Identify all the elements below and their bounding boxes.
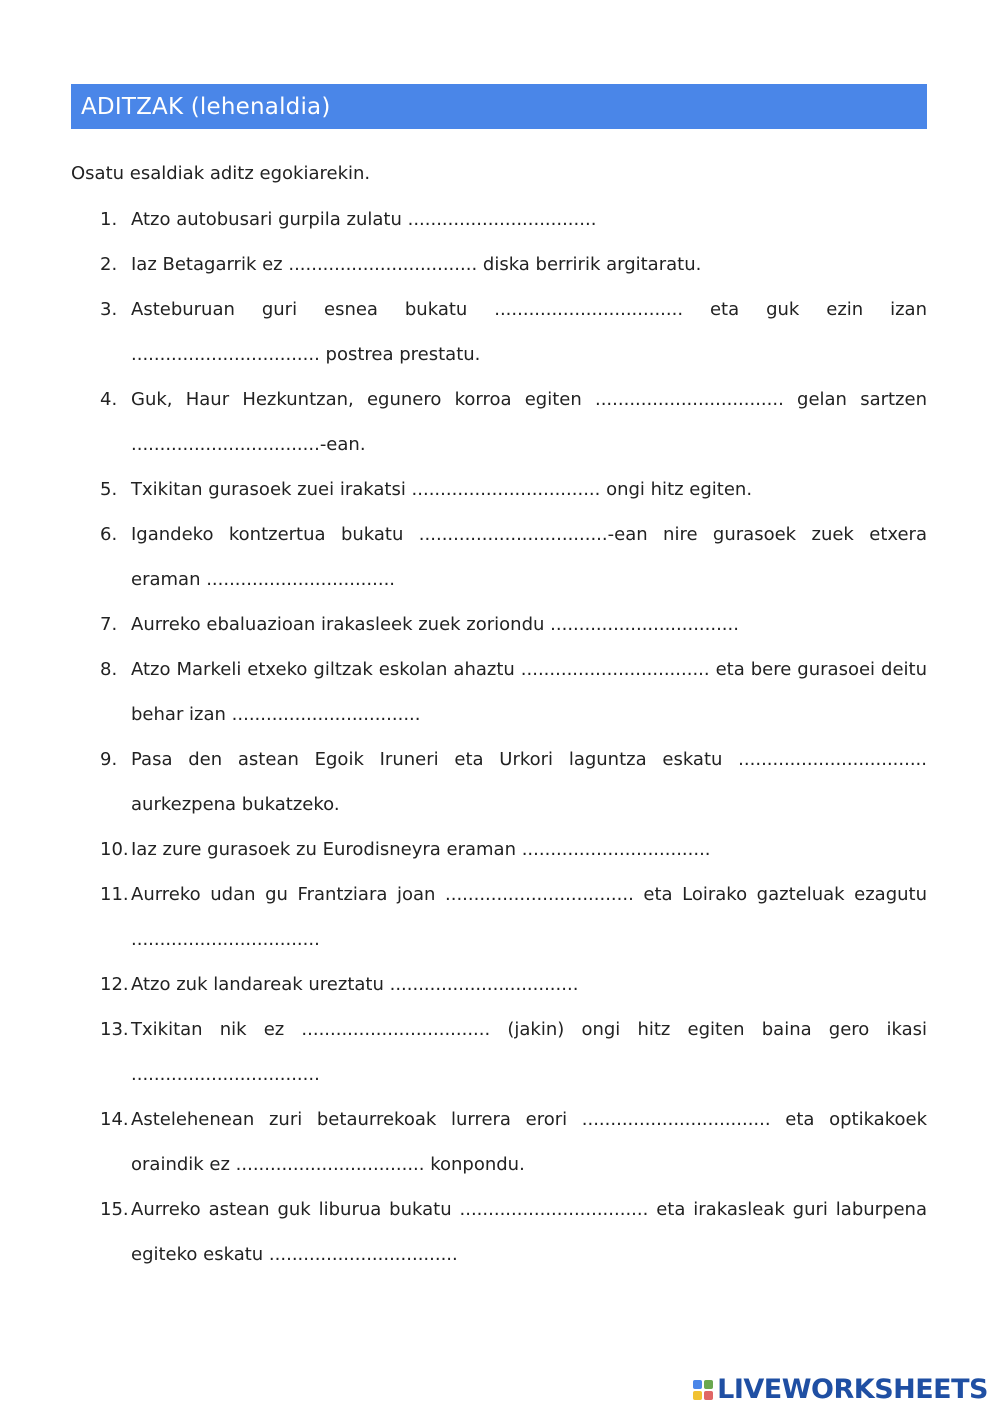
exercise-item (71, 197, 927, 242)
exercise-number: 13. (100, 1019, 129, 1040)
exercise-sentence: Atzo autobusari gurpila zulatu ................................. (131, 209, 597, 230)
exercise-item (71, 737, 927, 827)
exercise-sentence: Astelehenean zuri betaurrekoak lurrera erori ................................. eta optikakoek oraindik ez ................................. konpondu. (131, 1109, 927, 1175)
exercise-number: 3. (100, 299, 118, 320)
exercise-item (71, 512, 927, 602)
exercise-number: 6. (100, 524, 118, 545)
exercise-list (71, 197, 927, 1277)
brand-name: LIVEWORKSHEETS (717, 1374, 988, 1405)
exercise-item (71, 962, 927, 1007)
exercise-item (71, 872, 927, 962)
exercise-number: 8. (100, 659, 118, 680)
exercise-number: 14. (100, 1109, 129, 1130)
exercise-number: 4. (100, 389, 118, 410)
exercise-sentence: Atzo zuk landareak ureztatu ................................. (131, 974, 579, 995)
exercise-item (71, 287, 927, 377)
exercise-item (71, 1097, 927, 1187)
exercise-number: 9. (100, 749, 118, 770)
exercise-sentence: Igandeko kontzertua bukatu .................................-ean nire gurasoek zuek etxera eraman ................................. (131, 524, 927, 590)
exercise-number: 12. (100, 974, 129, 995)
exercise-sentence: Txikitan gurasoek zuei irakatsi ................................. ongi hitz egiten. (131, 479, 753, 500)
exercise-item (71, 1007, 927, 1097)
brand-logo (693, 1374, 988, 1405)
exercise-sentence: Aurreko ebaluazioan irakasleek zuek zoriondu ................................. (131, 614, 739, 635)
exercise-item (71, 467, 927, 512)
exercise-sentence: Txikitan nik ez ................................. (jakin) ongi hitz egiten baina gero ikasi ................................. (131, 1019, 927, 1085)
exercise-sentence: Pasa den astean Egoik Iruneri eta Urkori laguntza eskatu ................................. aurkezpena bukatzeko. (131, 749, 927, 815)
exercise-sentence: Guk, Haur Hezkuntzan, egunero korroa egiten ................................. gelan sartzen .................................-ean. (131, 389, 927, 455)
exercise-sentence: Atzo Markeli etxeko giltzak eskolan ahaztu ................................. eta bere gurasoei deitu behar izan ................................. (131, 659, 927, 725)
exercise-item (71, 602, 927, 647)
exercise-number: 7. (100, 614, 118, 635)
exercise-number: 2. (100, 254, 118, 275)
exercise-item (71, 1187, 927, 1277)
instruction-text: Osatu esaldiak aditz egokiarekin. (71, 163, 371, 184)
exercise-sentence: Asteburuan guri esnea bukatu ................................. eta guk ezin izan ................................. postrea prestatu. (131, 299, 927, 365)
logo-square-3 (693, 1391, 702, 1400)
exercise-sentence: Aurreko astean guk liburua bukatu ................................. eta irakasleak guri laburpena egiteko eskatu ................................. (131, 1199, 927, 1265)
exercise-number: 5. (100, 479, 118, 500)
logo-square-1 (693, 1380, 702, 1389)
title-bar (71, 84, 927, 129)
logo-square-2 (704, 1380, 713, 1389)
exercise-item (71, 647, 927, 737)
page-title: ADITZAK (lehenaldia) (81, 93, 331, 120)
exercise-number: 15. (100, 1199, 129, 1220)
logo-square-4 (704, 1391, 713, 1400)
exercise-sentence: Iaz Betagarrik ez ................................. diska berririk argitaratu. (131, 254, 702, 275)
exercise-sentence: Aurreko udan gu Frantziara joan ................................. eta Loirako gazteluak ezagutu ................................. (131, 884, 927, 950)
exercise-number: 1. (100, 209, 118, 230)
exercise-item (71, 242, 927, 287)
exercise-number: 10. (100, 839, 129, 860)
liveworksheets-logo-icon (693, 1380, 713, 1400)
exercise-item (71, 827, 927, 872)
exercise-item (71, 377, 927, 467)
exercise-number: 11. (100, 884, 129, 905)
exercise-sentence: Iaz zure gurasoek zu Eurodisneyra eraman ................................. (131, 839, 711, 860)
